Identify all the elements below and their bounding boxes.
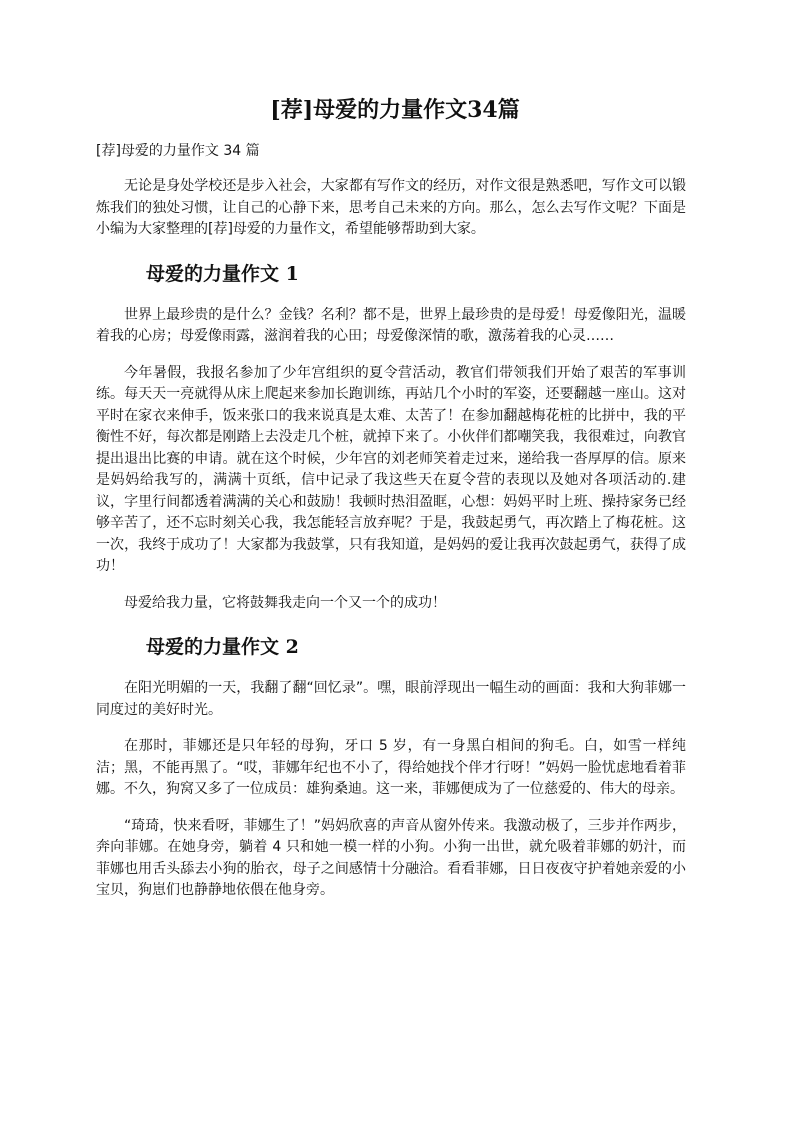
section-1-paragraph-3: 母爱给我力量，它将鼓舞我走向一个又一个的成功！: [124, 594, 446, 611]
section-1-paragraph-1: 世界上最珍贵的是什么？金钱？名利？都不是，世界上最珍贵的是母爱！母爱像阳光，温暖着我的心房；母爱像雨露，滋润着我的心田；母爱像深情的歌，激荡着我的心灵……: [96, 306, 686, 344]
section-2-paragraph-2: 在那时，菲娜还是只年轻的母狗，牙口 5 岁，有一身黑白相间的狗毛。白，如雪一样纯洁；黑，不能再黑了。“哎，菲娜年纪也不小了，得给她找个伴才行呀！”妈妈一脸忧虑地看着菲娜。不久，狗窝又多了一位成员：雄狗桑迪。这一来，菲娜便成为了一位慈爱的、伟大的母亲。: [96, 738, 686, 797]
document-title: [荐]母爱的力量作文34篇: [270, 97, 520, 123]
section-heading-2: 母爱的力量作文 2: [146, 636, 299, 658]
section-heading-1: 母爱的力量作文 1: [146, 262, 299, 285]
intro-paragraph: 无论是身处学校还是步入社会，大家都有写作文的经历，对作文很是熟悉吧，写作文可以锻炼我们的独处习惯，让自己的心静下来，思考自己未来的方向。那么，怎么去写作文呢？下面是小编为大家整理的[荐]母爱的力量作文，希望能够帮助到大家。: [96, 178, 686, 237]
section-2-paragraph-1: 在阳光明媚的一天，我翻了翻“回忆录”。嘿，眼前浮现出一幅生动的画面：我和大狗菲娜一同度过的美好时光。: [96, 680, 686, 718]
document-subtitle: [荐]母爱的力量作文 34 篇: [96, 143, 260, 159]
section-1-paragraph-2: 今年暑假，我报名参加了少年宫组织的夏令营活动，教官们带领我们开始了艰苦的军事训练。每天天一亮就得从床上爬起来参加长跑训练，再站几个小时的军姿，还要翻越一座山。这对平时在家衣来伸手，饭来张口的我来说真是太难、太苦了！在参加翻越梅花桩的比拼中，我的平衡性不好，每次都是刚踏上去没走几个桩，就掉下来了。小伙伴们都嘲笑我，我很难过，向教官提出退出比赛的申请。就在这个时候，少年宫的刘老师笑着走过来，递给我一沓厚厚的信。原来是妈妈给我写的，满满十页纸，信中记录了我这些天在夏令营的表现以及她对各项活动的.建议，字里行间都透着满满的关心和鼓励！我顿时热泪盈眶，心想：妈妈平时上班、操持家务已经够辛苦了，还不忘时刻关心我，我怎能轻言放弃呢？于是，我鼓起勇气，再次踏上了梅花桩。这一次，我终于成功了！大家都为我鼓掌，只有我知道，是妈妈的爱让我再次鼓起勇气，获得了成功！: [96, 364, 686, 574]
section-2-paragraph-3: “琦琦，快来看呀，菲娜生了！”妈妈欣喜的声音从窗外传来。我激动极了，三步并作两步，奔向菲娜。在她身旁，躺着 4 只和她一模一样的小狗。小狗一出世，就允吸着菲娜的奶汁，而菲娜也用舌头舔去小狗的胎衣，母子之间感情十分融洽。看看菲娜，日日夜夜守护着她亲爱的小宝贝，狗崽们也静静地依偎在他身旁。: [96, 817, 686, 898]
